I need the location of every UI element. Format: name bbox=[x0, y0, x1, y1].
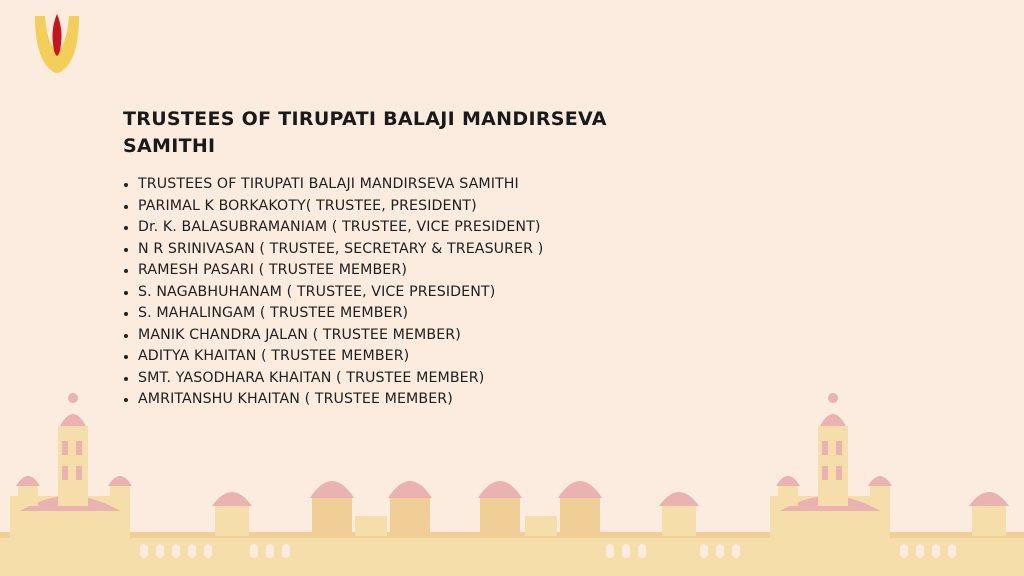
trustees-section bbox=[123, 106, 683, 411]
palace-silhouette-icon bbox=[0, 386, 1024, 576]
list-item: Dr. K. BALASUBRAMANIAM ( TRUSTEE, VICE PRESIDENT) bbox=[138, 217, 683, 239]
list-item: S. MAHALINGAM ( TRUSTEE MEMBER) bbox=[138, 303, 683, 325]
list-item: RAMESH PASARI ( TRUSTEE MEMBER) bbox=[138, 260, 683, 282]
list-item: SMT. YASODHARA KHAITAN ( TRUSTEE MEMBER) bbox=[138, 368, 683, 390]
list-item: AMRITANSHU KHAITAN ( TRUSTEE MEMBER) bbox=[138, 389, 683, 411]
list-item: N R SRINIVASAN ( TRUSTEE, SECRETARY & TREASURER ) bbox=[138, 239, 683, 261]
namam-tilak-icon bbox=[33, 14, 81, 76]
list-item: PARIMAL K BORKAKOTY( TRUSTEE, PRESIDENT) bbox=[138, 196, 683, 218]
list-item: S. NAGABHUHANAM ( TRUSTEE, VICE PRESIDENT) bbox=[138, 282, 683, 304]
list-item: ADITYA KHAITAN ( TRUSTEE MEMBER) bbox=[138, 346, 683, 368]
page-title: TRUSTEES OF TIRUPATI BALAJI MANDIRSEVA SAMITHI bbox=[123, 108, 607, 157]
list-item: TRUSTEES OF TIRUPATI BALAJI MANDIRSEVA SAMITHI bbox=[138, 174, 683, 196]
trustee-list bbox=[123, 174, 683, 411]
list-item: MANIK CHANDRA JALAN ( TRUSTEE MEMBER) bbox=[138, 325, 683, 347]
